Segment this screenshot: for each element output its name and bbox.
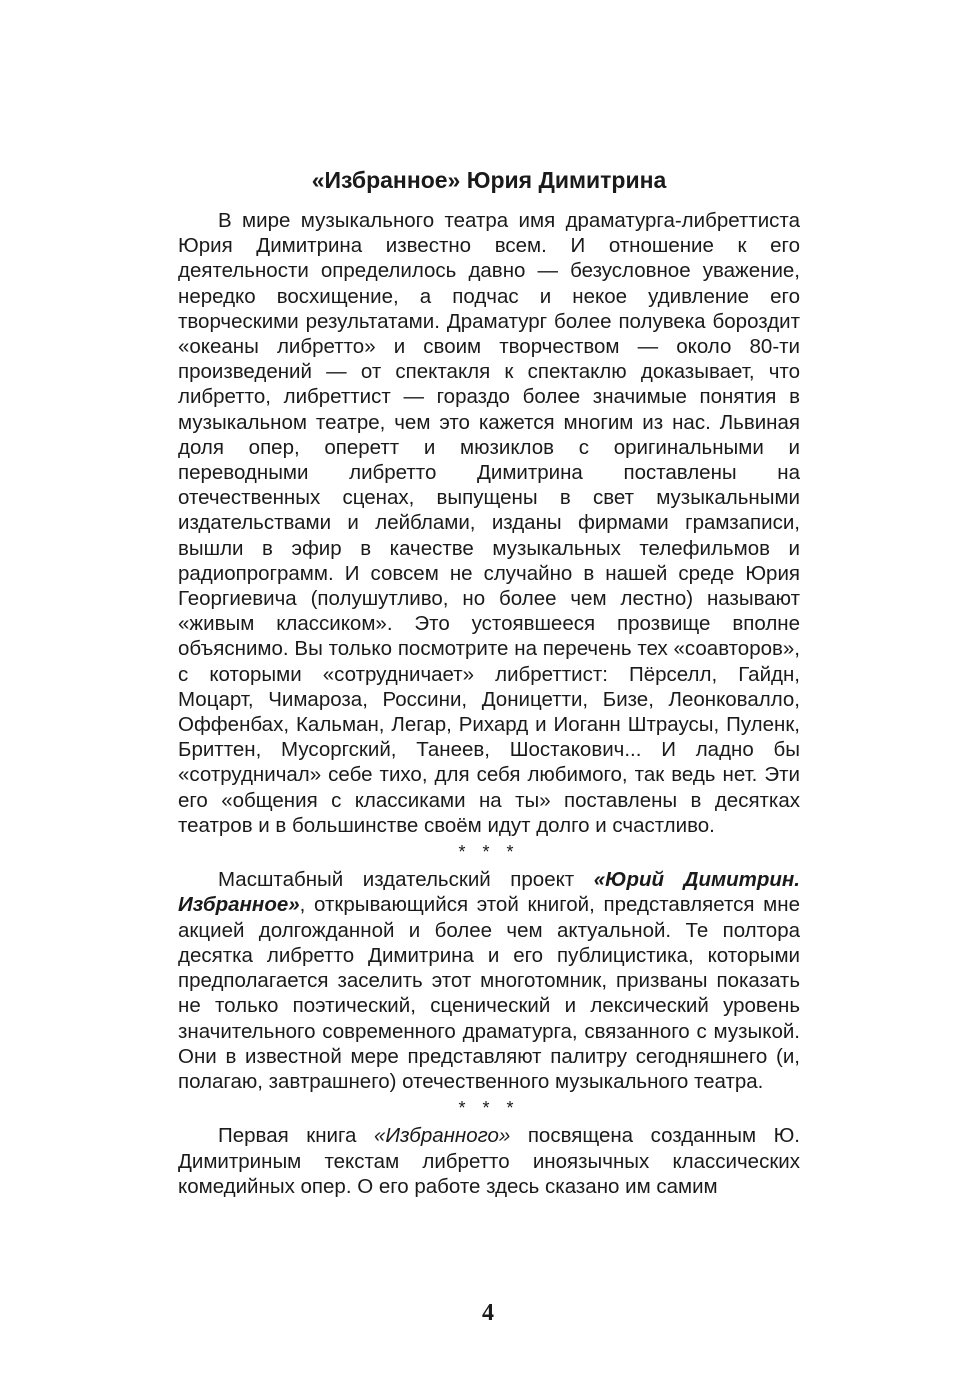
page-title: «Избранное» Юрия Димитрина	[311, 167, 667, 193]
page-number: 4	[482, 1300, 494, 1326]
paragraph-intro: В мире музыкального театра имя драматурга-либреттиста Юрия Димитрина известно всем. И отношение к его деятельности определилось давно — безусловное уважение, нередко восхищение, а подчас и некое удивление его творческими результатами. Драматург более полувека бороздит «океаны либретто» и своим творчеством — около 80-ти произведений — от спектакля к спектаклю доказывает, что либретто, либреттист — гораздо более значимые понятия в музыкальном театре, чем это кажется многим из нас. Львиная доля опер, оперетт и мюзиклов с оригинальными и переводными либретто Димитрина поставлены на отечественных сценах, выпущены в свет музыкальными издательствами и лейблами, изданы фирмами грамзаписи, вышли в эфир в качестве музыкальных телефильмов и радиопрограмм. И совсем не случайно в нашей среде Юрия Георгиевича (полушутливо, но более чем лестно) называют «живым классиком». Это устоявшееся прозвище вполне объяснимо. Вы только посмотрите на перечень тех «соавторов», с которыми «сотрудничает» либреттист: Пёрселл, Гайдн, Моцарт, Чимароза, Россини, Доницетти, Бизе, Леонковалло, Оффенбах, Кальман, Легар, Рихард и Иоганн Штраусы, Пуленк, Бриттен, Мусоргский, Танеев, Шостакович... И ладно бы «сотрудничал» себе тихо, для себя любимого, так ведь нет. Эти его «общения с классиками на ты» поставлены в десятках театров и в большинстве своём идут долго и счастливо.	[178, 209, 800, 837]
text-column	[178, 160, 800, 1199]
book-title-emphasis: «Избранного»	[373, 1124, 511, 1148]
section-separator-1: * * *	[458, 842, 520, 863]
paragraph-first-book	[178, 1123, 800, 1199]
paragraph-project-suffix: , открывающийся этой книгой, представляется мне акцией долгожданной и более чем актуальной. Те полтора десятка либретто Димитрина и его публицистика, которыми предполагается заселить этот многотомник, призваны показать не только поэтический, сценический и лексический уровень значительного современного драматурга, связанного с музыкой. Они в известной мере представляют палитру сегодняшнего (и, полагаю, завтрашнего) отечественного музыкального театра.	[178, 893, 800, 1093]
paragraph-first-book-prefix: Первая книга	[218, 1124, 374, 1148]
paragraph-project-prefix: Масштабный издательский проект	[218, 868, 594, 892]
section-separator-2: * * *	[458, 1098, 520, 1119]
paragraph-project	[178, 867, 800, 1094]
paragraph-first-book-suffix: посвящена созданным Ю. Димитриным текстам либретто иноязычных классических комедийных опер. О его работе здесь сказано им самим	[178, 1124, 800, 1198]
project-title-emphasis: «Юрий Димитрин. Избранное»	[178, 868, 801, 917]
